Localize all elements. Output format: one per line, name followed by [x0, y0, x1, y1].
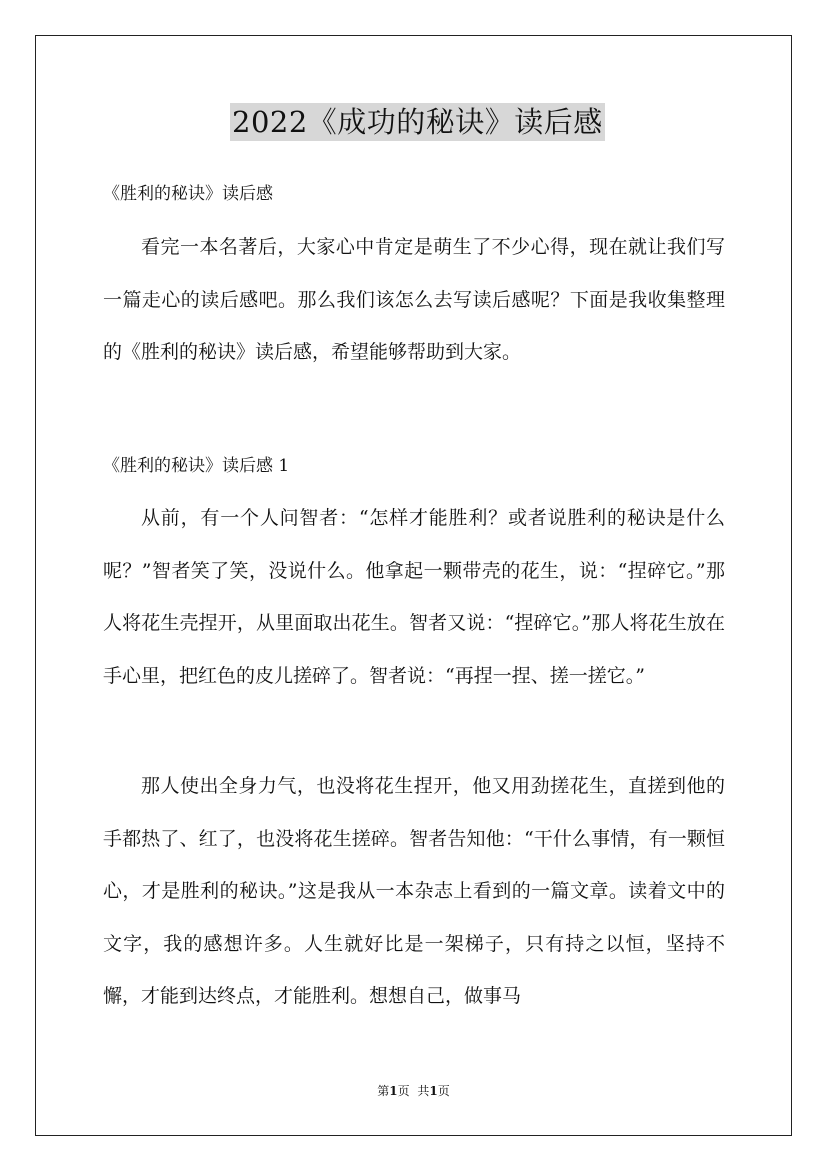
body-paragraph-2: 那人使出全身力气，也没将花生捏开，他又用劲搓花生，直搓到他的手都热了、红了，也没将花生搓碎。智者告知他：“干什么事情，有一颗恒心，才是胜利的秘诀。”这是我从一本杂志上看到的一篇文章。读着文中的文字，我的感想许多。人生就好比是一架梯子，只有持之以恒，坚持不懈，才能到达终点，才能胜利。想想自己，做事马 — [103, 775, 725, 1007]
total-label-prefix: 共 — [417, 1084, 430, 1098]
article-heading: 《胜利的秘诀》读后感 1 — [103, 456, 290, 476]
total-label-suffix: 页 — [437, 1084, 450, 1098]
section-subtitle: 《胜利的秘诀》读后感 — [103, 184, 273, 204]
document-title: 2022《成功的秘诀》读后感 — [232, 105, 603, 139]
body-paragraph-1: 从前，有一个人问智者：“怎样才能胜利？或者说胜利的秘诀是什么呢？”智者笑了笑，没说什么。他拿起一颗带壳的花生，说：“捏碎它。”那人将花生壳捏开，从里面取出花生。智者又说：“捏碎它。”那人将花生放在手心里，把红色的皮儿搓碎了。智者说：“再捏一捏、搓一搓它。” — [103, 507, 725, 687]
page-number: 1 — [389, 1084, 398, 1098]
total-pages: 1 — [429, 1084, 438, 1098]
intro-paragraph: 看完一本名著后，大家心中肯定是萌生了不少心得，现在就让我们写一篇走心的读后感吧。那么我们该怎么去写读后感呢？下面是我收集整理的《胜利的秘诀》读后感，希望能够帮助到大家。 — [103, 236, 725, 363]
page-label-prefix: 第 — [377, 1084, 390, 1098]
page-footer — [0, 1083, 827, 1099]
page-label-suffix: 页 — [397, 1084, 410, 1098]
